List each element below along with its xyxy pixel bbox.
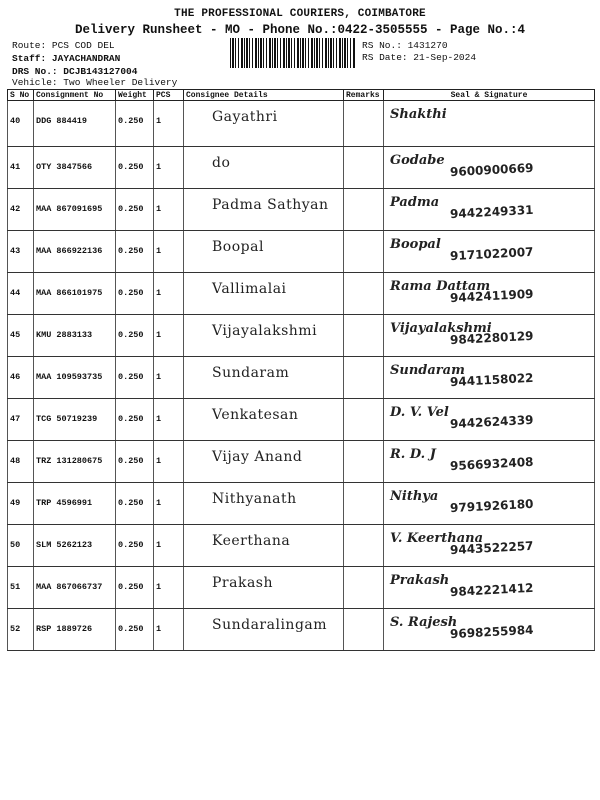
row-weight: 0.250 [116, 399, 154, 441]
row-weight: 0.250 [116, 609, 154, 651]
row-seal-signature [384, 273, 595, 315]
table-row [8, 399, 595, 441]
handwritten-phone: 9791926180 [449, 496, 534, 516]
barcode [230, 38, 356, 68]
row-consignee: Vijayalakshmi [184, 315, 344, 357]
route-label: Route: PCS COD DEL [12, 40, 115, 51]
row-weight: 0.250 [116, 273, 154, 315]
staff-line [12, 53, 120, 64]
row-weight: 0.250 [116, 357, 154, 399]
row-consignee: Vallimalai [184, 273, 344, 315]
row-sno: 45 [8, 315, 34, 357]
row-remarks [344, 101, 384, 147]
table-row [8, 483, 595, 525]
row-remarks [344, 441, 384, 483]
row-consignee: Sundaralingam [184, 609, 344, 651]
row-remarks [344, 399, 384, 441]
row-sno: 43 [8, 231, 34, 273]
col-header-consignment: Consignment No [34, 90, 116, 101]
row-seal-signature [384, 357, 595, 399]
row-weight: 0.250 [116, 147, 154, 189]
row-weight: 0.250 [116, 101, 154, 147]
row-consignee: Boopal [184, 231, 344, 273]
drs-number: DRS No.: DCJB143127004 [12, 66, 138, 77]
col-header-remarks: Remarks [344, 90, 384, 101]
col-header-consignee: Consignee Details [184, 90, 344, 101]
signature-scribble: Godabe [390, 153, 445, 168]
row-weight: 0.250 [116, 567, 154, 609]
col-header-sno: S No [8, 90, 34, 101]
row-consignment-no: OTY 3847566 [34, 147, 116, 189]
handwritten-phone: 9842221412 [449, 580, 534, 600]
signature-scribble: Boopal [390, 237, 441, 252]
row-seal-signature [384, 525, 595, 567]
row-seal-signature [384, 231, 595, 273]
row-sno: 46 [8, 357, 34, 399]
signature-scribble: Vijayalakshmi [390, 321, 492, 336]
row-remarks [344, 273, 384, 315]
row-consignment-no: MAA 867091695 [34, 189, 116, 231]
row-sno: 47 [8, 399, 34, 441]
handwritten-phone: 9698255984 [449, 622, 534, 642]
row-remarks [344, 525, 384, 567]
signature-scribble: S. Rajesh [390, 615, 458, 630]
handwritten-phone: 9441158022 [449, 370, 534, 390]
row-pcs: 1 [154, 399, 184, 441]
handwritten-phone: 9842280129 [449, 328, 534, 348]
table-row [8, 357, 595, 399]
row-sno: 52 [8, 609, 34, 651]
row-seal-signature [384, 147, 595, 189]
signature-scribble: V. Keerthana [390, 531, 484, 546]
signature-scribble: Rama Dattam [390, 279, 491, 294]
row-sno: 40 [8, 101, 34, 147]
signature-scribble: D. V. Vel [390, 405, 449, 420]
staff-name: JAYACHANDRAN [51, 53, 121, 64]
table-row [8, 567, 595, 609]
table-row [8, 231, 595, 273]
row-sno: 48 [8, 441, 34, 483]
row-consignee: Vijay Anand [184, 441, 344, 483]
table-row [8, 147, 595, 189]
row-seal-signature [384, 315, 595, 357]
row-pcs: 1 [154, 483, 184, 525]
row-consignee: Keerthana [184, 525, 344, 567]
row-remarks [344, 357, 384, 399]
handwritten-phone: 9600900669 [449, 160, 534, 180]
row-seal-signature [384, 609, 595, 651]
row-consignment-no: SLM 5262123 [34, 525, 116, 567]
row-remarks [344, 147, 384, 189]
row-weight: 0.250 [116, 315, 154, 357]
vehicle-label: Vehicle: Two Wheeler Delivery [12, 77, 178, 88]
row-pcs: 1 [154, 189, 184, 231]
row-pcs: 1 [154, 147, 184, 189]
table-row [8, 441, 595, 483]
row-consignee: Sundaram [184, 357, 344, 399]
signature-scribble: Prakash [390, 573, 450, 588]
row-consignee: Nithyanath [184, 483, 344, 525]
row-seal-signature [384, 483, 595, 525]
row-consignment-no: MAA 866922136 [34, 231, 116, 273]
row-pcs: 1 [154, 357, 184, 399]
row-consignment-no: MAA 867066737 [34, 567, 116, 609]
row-remarks [344, 189, 384, 231]
handwritten-phone: 9442624339 [449, 412, 534, 432]
row-consignee: Venkatesan [184, 399, 344, 441]
row-consignment-no: DDG 884419 [34, 101, 116, 147]
table-row [8, 525, 595, 567]
row-consignment-no: RSP 1889726 [34, 609, 116, 651]
row-weight: 0.250 [116, 525, 154, 567]
handwritten-phone: 9566932408 [449, 454, 534, 474]
signature-scribble: Nithya [390, 489, 439, 504]
row-pcs: 1 [154, 101, 184, 147]
handwritten-phone: 9443522257 [449, 538, 534, 558]
row-consignee: do [184, 147, 344, 189]
row-weight: 0.250 [116, 231, 154, 273]
table-row [8, 609, 595, 651]
row-sno: 42 [8, 189, 34, 231]
row-seal-signature [384, 567, 595, 609]
row-sno: 41 [8, 147, 34, 189]
row-seal-signature [384, 101, 595, 147]
delivery-table [7, 89, 595, 651]
row-weight: 0.250 [116, 483, 154, 525]
runsheet-subtitle: Delivery Runsheet - MO - Phone No.:0422-3505555 - Page No.:4 [74, 23, 526, 37]
row-remarks [344, 483, 384, 525]
row-consignment-no: KMU 2883133 [34, 315, 116, 357]
row-weight: 0.250 [116, 189, 154, 231]
staff-label: Staff: [12, 53, 52, 64]
row-consignee: Prakash [184, 567, 344, 609]
row-pcs: 1 [154, 231, 184, 273]
signature-scribble: Padma [390, 195, 440, 210]
row-remarks [344, 567, 384, 609]
company-title: THE PROFESSIONAL COURIERS, COIMBATORE [174, 8, 426, 20]
handwritten-phone: 9442411909 [449, 286, 534, 306]
row-consignment-no: TCG 50719239 [34, 399, 116, 441]
handwritten-phone: 9442249331 [449, 202, 534, 222]
signature-scribble: R. D. J [390, 447, 436, 462]
row-pcs: 1 [154, 525, 184, 567]
row-consignment-no: MAA 109593735 [34, 357, 116, 399]
row-seal-signature [384, 189, 595, 231]
row-sno: 49 [8, 483, 34, 525]
table-row [8, 273, 595, 315]
rs-date: RS Date: 21-Sep-2024 [362, 52, 477, 63]
row-consignee: Padma Sathyan [184, 189, 344, 231]
row-remarks [344, 315, 384, 357]
row-remarks [344, 609, 384, 651]
signature-scribble: Shakthi [390, 107, 447, 122]
row-pcs: 1 [154, 315, 184, 357]
row-sno: 44 [8, 273, 34, 315]
col-header-seal: Seal & Signature [384, 90, 595, 101]
col-header-pcs: PCS [154, 90, 184, 101]
row-consignee: Gayathri [184, 101, 344, 147]
row-weight: 0.250 [116, 441, 154, 483]
handwritten-phone: 9171022007 [449, 244, 534, 264]
table-row [8, 101, 595, 147]
row-consignment-no: MAA 866101975 [34, 273, 116, 315]
rs-number: RS No.: 1431270 [362, 40, 448, 51]
row-seal-signature [384, 399, 595, 441]
row-consignment-no: TRP 4596991 [34, 483, 116, 525]
row-pcs: 1 [154, 441, 184, 483]
row-consignment-no: TRZ 131280675 [34, 441, 116, 483]
signature-scribble: Sundaram [390, 363, 465, 378]
row-pcs: 1 [154, 567, 184, 609]
row-pcs: 1 [154, 609, 184, 651]
col-header-weight: Weight [116, 90, 154, 101]
table-header-row [8, 90, 595, 101]
table-row [8, 315, 595, 357]
row-pcs: 1 [154, 273, 184, 315]
row-sno: 50 [8, 525, 34, 567]
row-seal-signature [384, 441, 595, 483]
table-row [8, 189, 595, 231]
row-remarks [344, 231, 384, 273]
row-sno: 51 [8, 567, 34, 609]
